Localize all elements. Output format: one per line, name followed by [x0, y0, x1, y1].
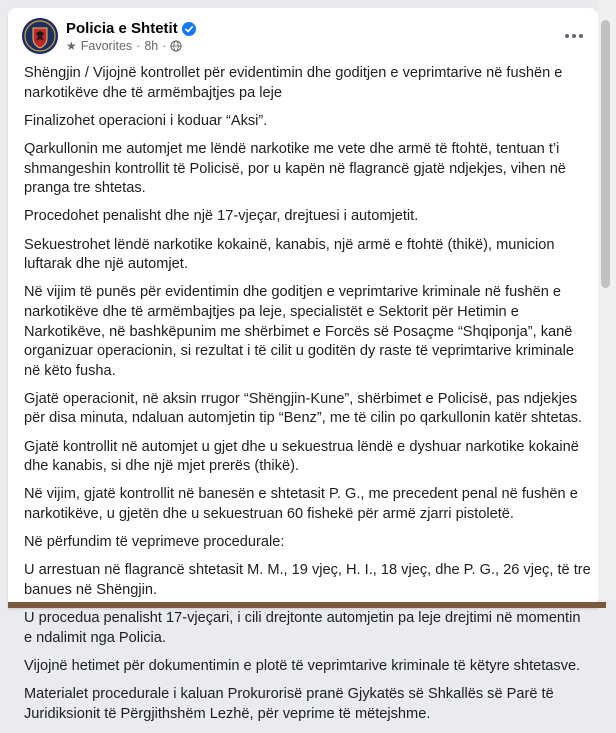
verified-badge-icon — [182, 22, 196, 36]
post-paragraph: Materialet procedurale i kaluan Prokurorisë pranë Gjykatës së Shkallës së Parë të Juridiksionit të Përgjithshëm Lezhë, për veprime të mëtejshme. — [24, 686, 554, 722]
post-body — [24, 64, 592, 733]
post-paragraph: Shëngjin / Vijojnë kontrollet për evidentimin dhe goditjen e veprimtarive në fushën e narkotikëve dhe të armëmbajtjes pa leje — [24, 65, 563, 101]
more-options-icon[interactable] — [558, 22, 590, 50]
page-avatar[interactable] — [22, 18, 58, 54]
post-paragraph: Në vijim, gjatë kontrollit në banesën e shtetasit P. G., me precedent penal në fushën e narkotikëve, u gjetën dhe u sekuestruan 60 fishekë për armë zjarri pistoletë. — [24, 486, 578, 523]
post-paragraph: Sekuestrohet lëndë narkotike kokainë, kanabis, një armë e ftohtë (thikë), municion luftarak dhe një automjet. — [24, 236, 555, 273]
post-card — [8, 8, 598, 722]
post-paragraph: Gjatë kontrollit në automjet u gjet dhe u sekuestrua lëndë e dyshuar narkotike kokainë dhe kanabis, si dhe një mjet prerës (thikë). — [24, 438, 579, 475]
star-icon: ★ — [66, 39, 77, 53]
scrollbar-thumb[interactable] — [601, 20, 610, 288]
post-paragraph: U arrestuan në flagrancë shtetasit M. M., 19 vjeç, H. I., 18 vjeç, dhe P. G., 26 vjeç, të tre banues në Shëngjin. — [24, 562, 591, 598]
name-row — [66, 20, 196, 37]
meta-separator: · — [136, 39, 141, 53]
post-paragraph: Finalizohet operacioni i koduar “Aksi”. — [24, 112, 268, 129]
post-paragraph: Qarkullonin me automjet me lëndë narkotike me vete dhe armë të ftohtë, tentuan t’i shmangeshin kontrollit të Policisë, por u kapën në flagrancë gjatë ndjekjes, vihen në pranga tre shtetas. — [24, 140, 566, 197]
page-name[interactable]: Policia e Shtetit — [66, 20, 178, 37]
post-paragraph: Në përfundim të veprimeve procedurale: — [24, 534, 285, 551]
post-time[interactable]: 8h — [144, 39, 159, 53]
post-header — [8, 8, 598, 64]
meta-separator: · — [162, 39, 167, 53]
post-image-preview[interactable] — [8, 602, 606, 608]
post-meta — [66, 39, 182, 53]
post-paragraph: Në vijim të punës për evidentimin dhe goditjen e veprimtarive kriminale në fushën e narkotikëve dhe të armëmbajtjes pa leje, specialistët e Sektorit për Hetimin e Narkotikëve, në bashkëpunim me shërbimet e Forcës së Posaçme “Shqiponja”, kanë organizuar operacionin, si rezultat i të cilit u goditën dy raste të veprimtarive kriminale në këto fusha. — [24, 284, 574, 379]
post-paragraph: Gjatë operacionit, në aksin rrugor “Shëngjin-Kune”, shërbimet e Policisë, pas ndjekjes për disa minuta, ndaluan automjetin tip “Benz”, me të cilin po qarkullonin katër shtetas. — [24, 390, 583, 427]
globe-icon — [170, 40, 182, 52]
post-paragraph: U procedua penalisht 17-vjeçari, i cili drejtonte automjetin pa leje drejtimi në momentin e ndalimit nga Policia. — [24, 610, 581, 646]
post-paragraph: Vijojnë hetimet për dokumentimin e plotë të veprimtarive kriminale të këtyre shtetasve. — [24, 657, 581, 674]
post-paragraph: Procedohet penalisht dhe një 17-vjeçar, drejtuesi i automjetit. — [24, 208, 419, 225]
audience-label[interactable]: Favorites — [80, 39, 133, 53]
